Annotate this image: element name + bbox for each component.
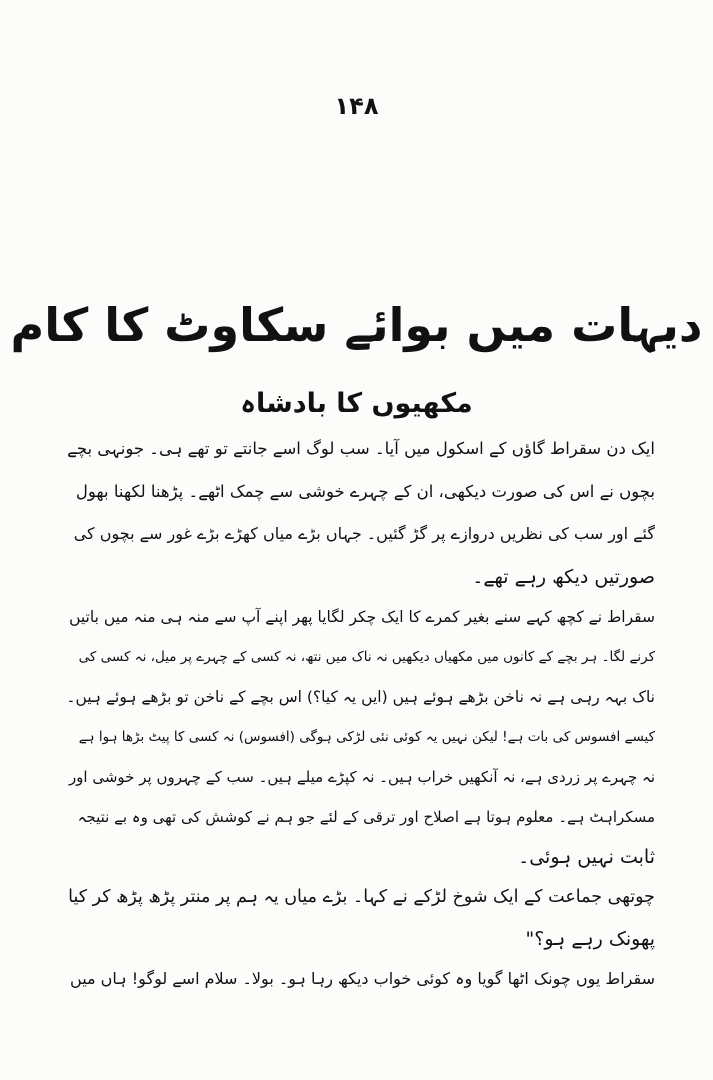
text-line: ایک دن سقراط گاؤں کے اسکول میں آیا۔ سب لوگ اسے جانتے تو تھے ہی۔ جونہی بچے	[67, 439, 655, 458]
text-line: پھونک رہے ہو؟"	[525, 928, 655, 950]
text-line: مسکراہٹ ہے۔ معلوم ہوتا ہے اصلاح اور ترقی کے لئے جو ہم نے کوشش کی تھی وہ بے نتیجہ	[77, 808, 655, 826]
text-line: کیسے افسوس کی بات ہے! لیکن نہیں یہ کوئی نئی لڑکی ہوگی (افسوس) نہ کسی کا پیٹ بڑھا ہوا ہے	[78, 729, 655, 745]
text-line: چوتھی جماعت کے ایک شوخ لڑکے نے کہا۔ بڑے میاں یہ ہم پر منتر پڑھ پڑھ کر کیا	[68, 887, 655, 907]
page-number: ۱۴۸	[334, 92, 379, 120]
text-line: نہ چہرے پر زردی ہے، نہ آنکھیں خراب ہیں۔ نہ کپڑے میلے ہیں۔ سب کے چہروں پر خوشی اور	[68, 768, 655, 786]
chapter-title: دیہات میں بوائے سکاوٹ کا کام	[10, 298, 703, 352]
text-line: صورتیں دیکھ رہے تھے۔	[472, 566, 655, 588]
section-title: مکھیوں کا بادشاہ	[240, 388, 473, 419]
text-line: گئے اور سب کی نظریں دروازے پر گڑ گئیں۔ جہاں بڑے میاں کھڑے بڑے غور سے بچوں کی	[73, 524, 655, 543]
text-line: بچوں نے اس کی صورت دیکھی، ان کے چہرے خوشی سے چمک اٹھے۔ پڑھنا لکھنا بھول	[75, 482, 655, 501]
text-line: سقراط یوں چونک اٹھا گویا وہ کوئی خواب دیکھ رہا ہو۔ بولا۔ سلام اسے لوگو! ہاں میں	[70, 969, 655, 988]
text-line: سقراط نے کچھ کہے سنے بغیر کمرے کا ایک چکر لگایا پھر اپنے آپ سے منہ ہی منہ میں باتیں	[69, 608, 655, 626]
text-line: ناک بہہ رہی ہے نہ ناخن بڑھے ہوئے ہیں (ایں یہ کیا؟) اس بچے کے ناخن تو بڑھے ہوئے ہیں۔	[66, 688, 655, 706]
text-line: کرنے لگا۔ ہر بچے کے کانوں میں مکھیاں دیکھیں نہ ناک میں نتھ، نہ کسی کے چہرے پر میل، نہ کسی کی	[78, 649, 655, 665]
text-line: ثابت نہیں ہوئی۔	[518, 846, 655, 868]
